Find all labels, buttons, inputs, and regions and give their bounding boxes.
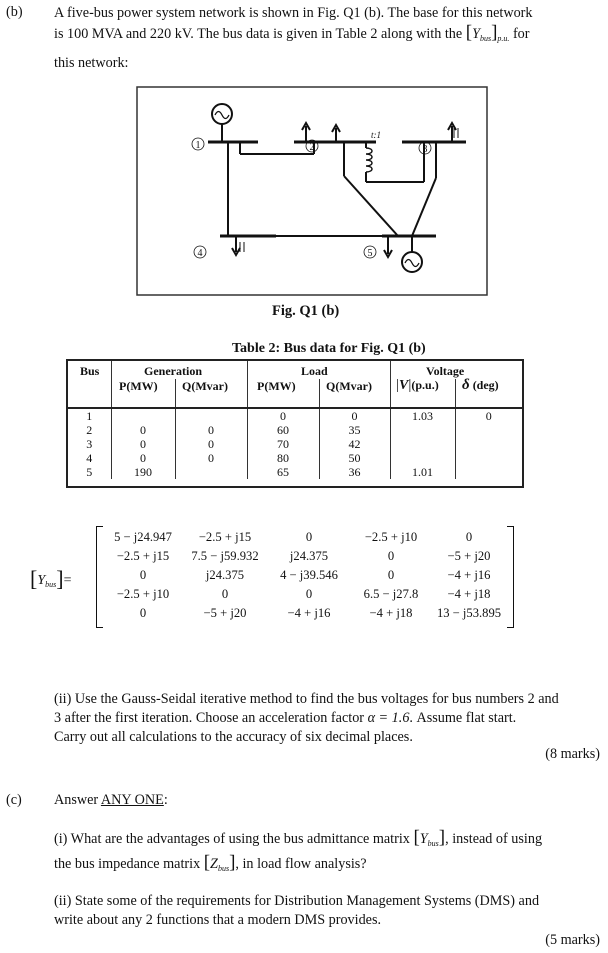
c-y-symbol: Y	[419, 831, 428, 847]
table-cell	[390, 451, 455, 465]
ybus-matrix	[96, 526, 514, 628]
b-ii-line-2	[54, 709, 602, 728]
c-i-line-2b: , in load flow analysis?	[235, 856, 367, 872]
matrix-cell: 4 − j39.546	[280, 568, 338, 582]
table-cell: 0	[175, 423, 247, 437]
matrix-body	[103, 528, 507, 623]
bus-4-number: 4	[197, 248, 203, 259]
table-cell	[455, 423, 522, 437]
line-3-5-b	[412, 178, 436, 236]
table-cell	[175, 409, 247, 423]
part-c-i	[54, 828, 602, 878]
c-i-line-1b: , instead of using	[445, 831, 543, 847]
header-delta	[462, 377, 499, 394]
ybus-matrix-label: $[Y_{bus}]=$	[30, 566, 72, 591]
table-row	[68, 437, 522, 451]
matrix-cell: j24.375	[289, 549, 329, 563]
table-header	[68, 361, 522, 409]
table-cell: 3	[68, 437, 111, 451]
five-bus-network-diagram	[136, 86, 488, 296]
matrix-y-symbol: Y	[37, 573, 46, 588]
bus-3-number: 3	[422, 144, 428, 155]
matrix-cell: −2.5 + j10	[116, 587, 170, 601]
table-cell: 0	[111, 451, 175, 465]
matrix-cell: 6.5 − j27.8	[363, 587, 419, 601]
answer-any-one: ANY ONE	[100, 792, 164, 808]
intro-line-3: this network:	[54, 55, 129, 71]
matrix-cell: 0	[387, 549, 395, 563]
header-load: Load	[301, 364, 328, 378]
header-q-load: Q(Mvar)	[326, 379, 372, 393]
c-ii-line-1: (ii) State some of the requirements for Distribution Management Systems (DMS) and	[54, 893, 540, 909]
table-cell	[390, 423, 455, 437]
v-unit: (p.u.)	[411, 378, 439, 392]
transformer-ratio: t:1	[371, 130, 381, 140]
b-ii-line-1: (ii) Use the Gauss-Seidal iterative method to find the bus voltages for bus numbers 2 and	[54, 691, 559, 707]
intro-line-1: A five-bus power system network is shown in Fig. Q1 (b). The base for this network	[54, 5, 533, 21]
matrix-cell: −5 + j20	[447, 549, 491, 563]
matrix-cell: −4 + j16	[447, 568, 491, 582]
intro-line-2: is 100 MVA and 220 kV. The bus data is given in Table 2 along with the $[Y_{bus}]_{p.u.}$ for	[54, 22, 530, 43]
table-cell: 80	[247, 451, 319, 465]
ybus-subscript: bus	[479, 34, 492, 43]
table-cell: 0	[175, 451, 247, 465]
matrix-cell: 0	[387, 568, 395, 582]
table-cell: 190	[111, 465, 175, 479]
part-b-marks: (8 marks)	[545, 746, 600, 762]
v-symbol: V	[399, 378, 409, 393]
answer-prefix: Answer	[54, 792, 101, 808]
b-ii-line-2a: 3 after the first iteration. Choose an acceleration factor	[54, 710, 365, 726]
intro-line-2a: is 100 MVA and 220 kV. The bus data is given in Table 2 along with the	[54, 26, 463, 42]
matrix-cell: −2.5 + j10	[364, 530, 418, 544]
table-cell: 0	[319, 409, 390, 423]
matrix-equals: =	[63, 573, 72, 588]
table-cell: 35	[319, 423, 390, 437]
table-cell: 0	[247, 409, 319, 423]
matrix-row	[103, 585, 507, 604]
table-cell: 60	[247, 423, 319, 437]
table-row	[68, 451, 522, 465]
answer-instruction	[54, 792, 168, 809]
answer-colon: :	[163, 792, 168, 808]
part-b-ii	[54, 690, 602, 747]
line-2-5-b	[344, 176, 398, 236]
table-cell	[111, 409, 175, 423]
matrix-row	[103, 604, 507, 623]
table-row	[68, 409, 522, 423]
bus-5-number: 5	[367, 248, 373, 259]
matrix-cell: 0	[465, 530, 473, 544]
table-cell: 1.01	[390, 465, 455, 479]
c-i-line-1a: (i) What are the advantages of using the bus admittance matrix	[54, 831, 410, 847]
table-row	[68, 465, 522, 479]
b-ii-line-3: Carry out all calculations to the accuracy of six decimal places.	[54, 729, 413, 745]
table-cell	[390, 437, 455, 451]
matrix-cell: −2.5 + j15	[116, 549, 170, 563]
header-voltage: Voltage	[426, 364, 465, 378]
c-ii-line-2: write about any 2 functions that a modern DMS provides.	[54, 912, 382, 928]
matrix-row	[103, 566, 507, 585]
delta-symbol: δ	[462, 377, 470, 393]
c-z-symbol: Z	[210, 856, 218, 872]
matrix-y-subscript: bus	[45, 580, 57, 589]
table-cell	[455, 465, 522, 479]
matrix-cell: 0	[139, 606, 147, 620]
matrix-cell: −5 + j20	[203, 606, 247, 620]
table-cell: 65	[247, 465, 319, 479]
matrix-cell: 0	[305, 587, 313, 601]
table-cell	[455, 451, 522, 465]
b-ii-line-2b: . Assume flat start.	[409, 710, 517, 726]
transformer-icon	[366, 148, 372, 172]
bus-2-number: 2	[309, 142, 315, 153]
matrix-cell: 7.5 − j59.932	[191, 549, 259, 563]
header-v-mag: |V|(p.u.)	[396, 377, 439, 393]
matrix-row	[103, 528, 507, 547]
part-b-label: (b)	[6, 4, 23, 20]
matrix-cell: −4 + j18	[447, 587, 491, 601]
matrix-cell: 5 − j24.947	[114, 530, 172, 544]
generator-1-wave	[215, 112, 229, 119]
c-i-line-2a: the bus impedance matrix	[54, 856, 201, 872]
table-cell: 0	[111, 423, 175, 437]
part-c-marks: (5 marks)	[545, 932, 600, 948]
header-q-gen: Q(Mvar)	[182, 379, 228, 393]
table-cell: 4	[68, 451, 111, 465]
table-cell: 36	[319, 465, 390, 479]
c-y-subscript: bus	[427, 839, 439, 848]
table-cell: 1.03	[390, 409, 455, 423]
table-cell: 5	[68, 465, 111, 479]
header-p-load: P(MW)	[257, 379, 296, 393]
table-cell: 70	[247, 437, 319, 451]
table-cell: 42	[319, 437, 390, 451]
matrix-row	[103, 547, 507, 566]
header-bus: Bus	[80, 364, 100, 378]
header-generation: Generation	[144, 364, 202, 378]
intro-line-2b: for	[512, 26, 530, 42]
table-cell: 0	[111, 437, 175, 451]
matrix-cell: j24.375	[205, 568, 245, 582]
matrix-cell: −4 + j18	[369, 606, 413, 620]
table-cell: 0	[455, 409, 522, 423]
figure-frame	[137, 87, 487, 295]
delta-unit: (deg)	[472, 378, 499, 392]
c-z-subscript: bus	[217, 864, 230, 873]
part-b-intro	[54, 4, 602, 73]
pu-subscript: p.u.	[497, 34, 510, 43]
matrix-cell: −4 + j16	[287, 606, 331, 620]
figure-caption: Fig. Q1 (b)	[272, 303, 340, 319]
matrix-cell: 0	[139, 568, 147, 582]
header-p-gen: P(MW)	[119, 379, 158, 393]
matrix-cell: 13 − j53.895	[436, 606, 502, 620]
table-cell	[175, 465, 247, 479]
table-cell	[455, 437, 522, 451]
matrix-cell: −2.5 + j15	[198, 530, 252, 544]
c-i-line-2: the bus impedance matrix $[Z_{bus}]$, in load flow analysis?	[54, 852, 367, 873]
c-i-line-1: (i) What are the advantages of using the bus admittance matrix $[Y_{bus}]$, instead of using	[54, 827, 543, 848]
part-c-ii	[54, 892, 602, 930]
bus-data-body	[68, 409, 522, 479]
bus-data-table	[66, 359, 524, 488]
generator-5-wave	[405, 260, 419, 267]
matrix-cell: 0	[221, 587, 229, 601]
table-cell: 0	[175, 437, 247, 451]
matrix-cell: 0	[305, 530, 313, 544]
part-c-label: (c)	[6, 792, 22, 808]
table-cell: 1	[68, 409, 111, 423]
alpha-value: α = 1.6	[367, 710, 410, 726]
bus-1-number: 1	[195, 140, 201, 151]
table-cell: 50	[319, 451, 390, 465]
table-row	[68, 423, 522, 437]
ybus-symbol: Y	[472, 26, 480, 42]
table-cell: 2	[68, 423, 111, 437]
table-caption: Table 2: Bus data for Fig. Q1 (b)	[232, 341, 426, 356]
